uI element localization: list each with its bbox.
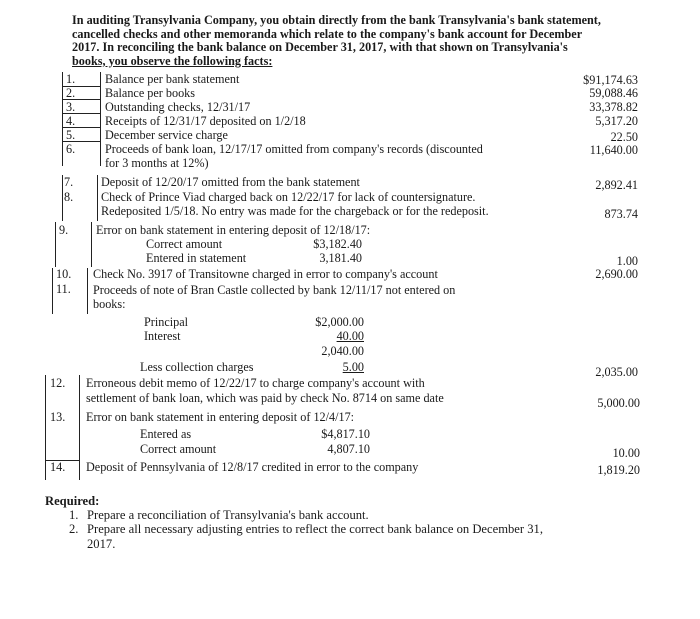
required-text: 2017.	[87, 536, 116, 551]
required-text: Prepare a reconciliation of Transylvania's bank account.	[87, 508, 369, 523]
sub-label: Interest	[144, 329, 181, 343]
sub-amount: 4,807.10	[327, 442, 370, 456]
required-number: 1.	[69, 508, 79, 523]
fact-description: Error on bank statement in entering deposit of 12/18/17:	[96, 223, 371, 237]
required-item	[45, 522, 665, 550]
fact-number: 13.	[50, 410, 66, 424]
fact-amount: 873.74	[604, 207, 638, 221]
sub-label: Entered as	[140, 427, 192, 441]
fact-description: December service charge	[105, 128, 228, 142]
sub-amount: 3,181.40	[319, 251, 362, 265]
sub-label: Correct amount	[140, 442, 217, 456]
fact-amount: 2,035.00	[595, 365, 638, 379]
sub-amount: 2,040.00	[321, 344, 364, 358]
sub-label: Entered in statement	[146, 251, 247, 265]
fact-description: Proceeds of note of Bran Castle collected by bank 12/11/17 not entered on	[93, 283, 456, 297]
fact-amount: 1.00	[616, 254, 638, 268]
fact-amount: 5,000.00	[597, 396, 640, 410]
fact-description: Error on bank statement in entering deposit of 12/4/17:	[86, 410, 355, 424]
required-title: Required:	[45, 494, 100, 508]
fact-description: Redeposited 1/5/18. No entry was made for the chargeback or for the redeposit.	[101, 204, 489, 218]
fact-number: 14.	[50, 460, 66, 474]
fact-number: 9.	[59, 223, 69, 237]
fact-amount: 2,892.41	[595, 178, 638, 192]
required-text: Prepare all necessary adjusting entries to reflect the correct bank balance on December 31,	[87, 522, 543, 537]
fact-description: Balance per books	[105, 86, 196, 100]
fact-number: 10.	[56, 267, 72, 281]
fact-amount: 10.00	[612, 446, 640, 460]
sub-amount: $4,817.10	[321, 427, 370, 441]
fact-description: Balance per bank statement	[105, 72, 240, 86]
fact-number: 1.	[66, 72, 76, 86]
sub-amount: 40.00	[336, 329, 364, 343]
required-number: 2.	[69, 522, 79, 537]
fact-description: Outstanding checks, 12/31/17	[105, 100, 251, 114]
intro-line: cancelled checks and other memoranda which relate to the company's bank account for December	[72, 26, 583, 41]
fact-description: Check of Prince Viad charged back on 12/22/17 for lack of countersignature.	[101, 190, 476, 204]
fact-amount: 1,819.20	[597, 463, 640, 477]
fact-description: settlement of bank loan, which was paid by check No. 8714 on same date	[86, 391, 444, 405]
fact-number: 2.	[66, 86, 76, 100]
fact-amount: 33,378.82	[589, 100, 638, 114]
fact-amount: 22.50	[610, 130, 638, 144]
intro-line: 2017. In reconciling the bank balance on December 31, 2017, with that shown on Transylvania's	[72, 40, 568, 55]
fact-description: Erroneous debit memo of 12/22/17 to charge company's account with	[86, 376, 425, 390]
fact-description: Proceeds of bank loan, 12/17/17 omitted from company's records (discounted	[105, 142, 483, 156]
fact-description: Deposit of Pennsylvania of 12/8/17 credited in error to the company	[86, 460, 419, 474]
fact-amount: $91,174.63	[583, 73, 638, 87]
fact-number: 3.	[66, 100, 76, 114]
sub-amount: 5.00	[342, 360, 364, 374]
sub-amount: $2,000.00	[315, 315, 364, 329]
intro-line: In auditing Transylvania Company, you obtain directly from the bank Transylvania's bank statement,	[72, 13, 601, 27]
fact-number: 8.	[64, 190, 74, 204]
sub-amount: $3,182.40	[313, 237, 362, 251]
fact-description: Deposit of 12/20/17 omitted from the bank statement	[101, 175, 360, 189]
fact-amount: 2,690.00	[595, 267, 638, 281]
fact-number: 12.	[50, 376, 66, 390]
fact-description: books:	[93, 297, 126, 311]
fact-description: Check No. 3917 of Transitowne charged in error to company's account	[93, 267, 438, 281]
required-item	[45, 508, 665, 522]
fact-number: 7.	[64, 175, 74, 189]
fact-number: 5.	[66, 128, 76, 142]
fact-amount: 11,640.00	[589, 143, 638, 157]
fact-description: for 3 months at 12%)	[105, 156, 209, 170]
fact-number: 11.	[56, 282, 71, 296]
fact-description: Receipts of 12/31/17 deposited on 1/2/18	[105, 114, 306, 128]
fact-number: 6.	[66, 142, 76, 156]
fact-amount: 5,317.20	[595, 114, 638, 128]
fact-amount: 59,088.46	[589, 86, 638, 100]
required-section	[45, 494, 665, 551]
sub-label: Less collection charges	[140, 360, 254, 374]
sub-label: Principal	[144, 315, 189, 329]
sub-label: Correct amount	[146, 237, 223, 251]
fact-number: 4.	[66, 114, 76, 128]
intro-line: books, you observe the following facts:	[72, 53, 273, 68]
